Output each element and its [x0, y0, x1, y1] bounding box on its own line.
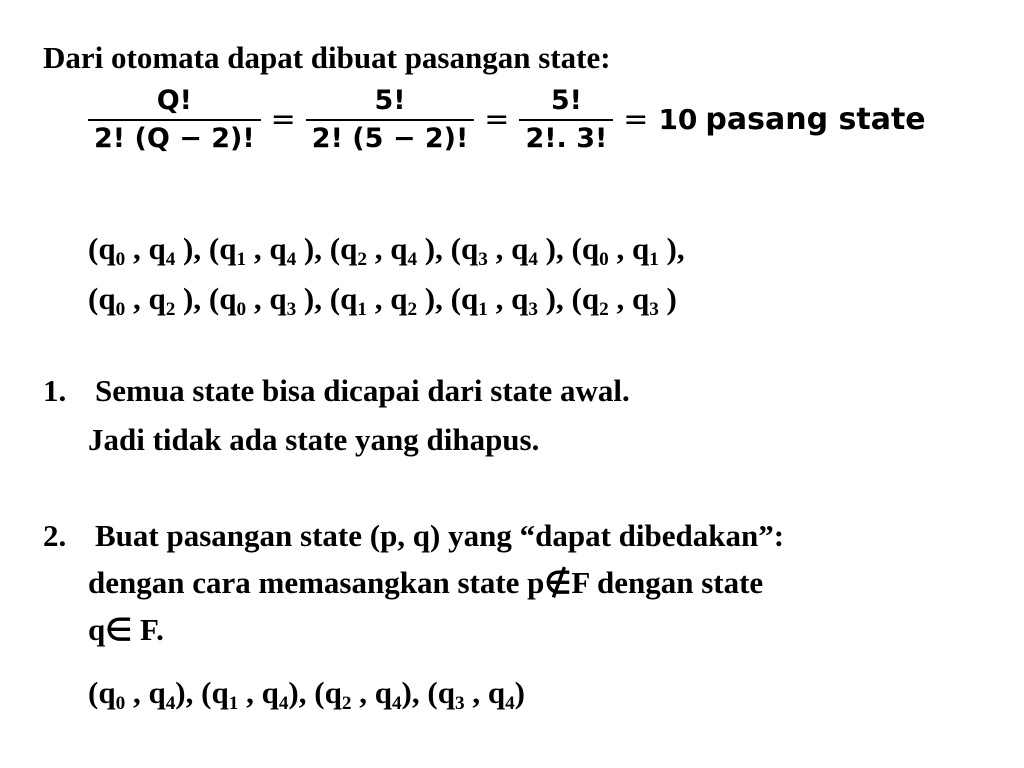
equals-sign-2: = — [484, 102, 510, 138]
formula-unit: pasang state — [705, 102, 926, 138]
fraction-3-numerator: 5! — [550, 85, 582, 116]
element-of-symbol: ∈ — [105, 612, 133, 647]
heading: Dari otomata dapat dibuat pasangan state: — [43, 40, 611, 75]
equals-sign-1: = — [270, 102, 296, 138]
state-pair: ($q_0$ , $q_4$) — [88, 675, 186, 715]
state-pair: ($q_2$ , $q_4$) — [314, 675, 412, 715]
state-index: 3 — [528, 299, 538, 321]
state-index: 2 — [341, 693, 352, 715]
state-index: 4 — [391, 693, 402, 715]
state-index: 1 — [228, 693, 239, 715]
state-index: 3 — [286, 299, 297, 321]
fraction-2 — [306, 86, 475, 153]
state-pair: ($q_1$ , $q_2$ ) — [329, 281, 436, 321]
state-index: 0 — [115, 693, 126, 715]
state-index: 2 — [599, 299, 609, 321]
state-index: 4 — [286, 249, 297, 271]
state-index: 0 — [599, 249, 609, 271]
state-index: 0 — [115, 249, 126, 271]
state-index: 4 — [407, 249, 418, 271]
fraction-1-bar — [88, 119, 261, 121]
item-1-line-2: Jadi tidak ada state yang dihapus. — [88, 422, 540, 457]
fraction-3 — [519, 86, 613, 153]
item-2-line-3-text-b: F. — [132, 612, 164, 647]
fraction-2-numerator: 5! — [374, 85, 406, 116]
state-index: 0 — [115, 299, 126, 321]
combination-formula — [88, 86, 926, 153]
item-2-line-3 — [88, 614, 164, 645]
state-pair: ($q_0$ , $q_4$ ) — [88, 231, 194, 271]
state-index: 4 — [278, 693, 289, 715]
state-index: 4 — [165, 693, 176, 715]
state-pair: ($q_1$ , $q_4$) — [201, 675, 299, 715]
item-2-line-3-text-a: q — [88, 612, 106, 647]
state-index: 2 — [407, 299, 418, 321]
not-element-of-symbol: ∉ — [544, 565, 572, 600]
item-1-line-1: Semua state bisa dicapai dari state awal. — [95, 373, 630, 408]
fraction-1 — [88, 86, 261, 153]
state-index: 1 — [357, 299, 367, 321]
state-pair: ($q_1$ , $q_4$ ) — [208, 231, 315, 271]
state-index: 3 — [454, 693, 465, 715]
state-index: 1 — [649, 249, 659, 271]
formula-result: 10 — [658, 103, 698, 137]
pairs-line-2: ($q_0$ , $q_2$ ), ($q_0$ , $q_3$ ), ($q_1$ , $q_2$ ), ($q_1$ , $q_3$ ), ($q_2$ , $q_3$ ) — [88, 281, 677, 321]
state-pair: ($q_0$ , $q_1$ ) — [571, 231, 677, 271]
state-index: 3 — [649, 299, 659, 321]
item-1-number: 1. — [43, 373, 67, 408]
state-index: 1 — [478, 299, 488, 321]
state-index: 2 — [357, 249, 367, 271]
state-pair: ($q_1$ , $q_3$ ) — [450, 281, 556, 321]
state-index: 0 — [236, 299, 247, 321]
state-index: 2 — [165, 299, 176, 321]
item-2-line-2-text-b: F dengan state — [571, 565, 764, 600]
item-2-number: 2. — [43, 518, 67, 553]
pairs-line-1: ($q_0$ , $q_4$ ), ($q_1$ , $q_4$ ), ($q_2$ , $q_4$ ), ($q_3$ , $q_4$ ), ($q_0$ , $q_1$ ), — [88, 231, 685, 271]
item-2-line-2-text-a: dengan cara memasangkan state p — [88, 565, 545, 600]
state-pair: ($q_3$ , $q_4$ ) — [450, 231, 556, 271]
fraction-3-denominator: 2!. 3! — [525, 122, 608, 154]
fraction-1-denominator: 2! (Q − 2)! — [94, 122, 255, 154]
fraction-3-bar — [519, 119, 613, 121]
state-index: 4 — [505, 693, 515, 715]
fraction-2-denominator: 2! (5 − 2)! — [311, 122, 469, 154]
item-2-line-2 — [88, 567, 763, 598]
state-index: 4 — [528, 249, 538, 271]
equals-sign-3: = — [623, 102, 649, 138]
state-pair: ($q_2$ , $q_4$ ) — [329, 231, 436, 271]
state-index: 1 — [236, 249, 247, 271]
state-index: 3 — [478, 249, 488, 271]
fraction-2-bar — [306, 119, 475, 121]
distinct-pairs-line: ($q_0$ , $q_4$), ($q_1$ , $q_4$), ($q_2$ , $q_4$), ($q_3$ , $q_4$) — [88, 675, 525, 715]
state-index: 4 — [165, 249, 176, 271]
fraction-1-numerator: Q! — [156, 85, 192, 116]
state-pair: ($q_0$ , $q_3$ ) — [208, 281, 315, 321]
state-pair: ($q_0$ , $q_2$ ) — [88, 281, 194, 321]
state-pair: ($q_2$ , $q_3$ ) — [571, 281, 677, 321]
item-2-line-1: Buat pasangan state (p, q) yang “dapat dibedakan”: — [95, 518, 785, 553]
state-pair: ($q_3$ , $q_4$) — [427, 675, 525, 715]
